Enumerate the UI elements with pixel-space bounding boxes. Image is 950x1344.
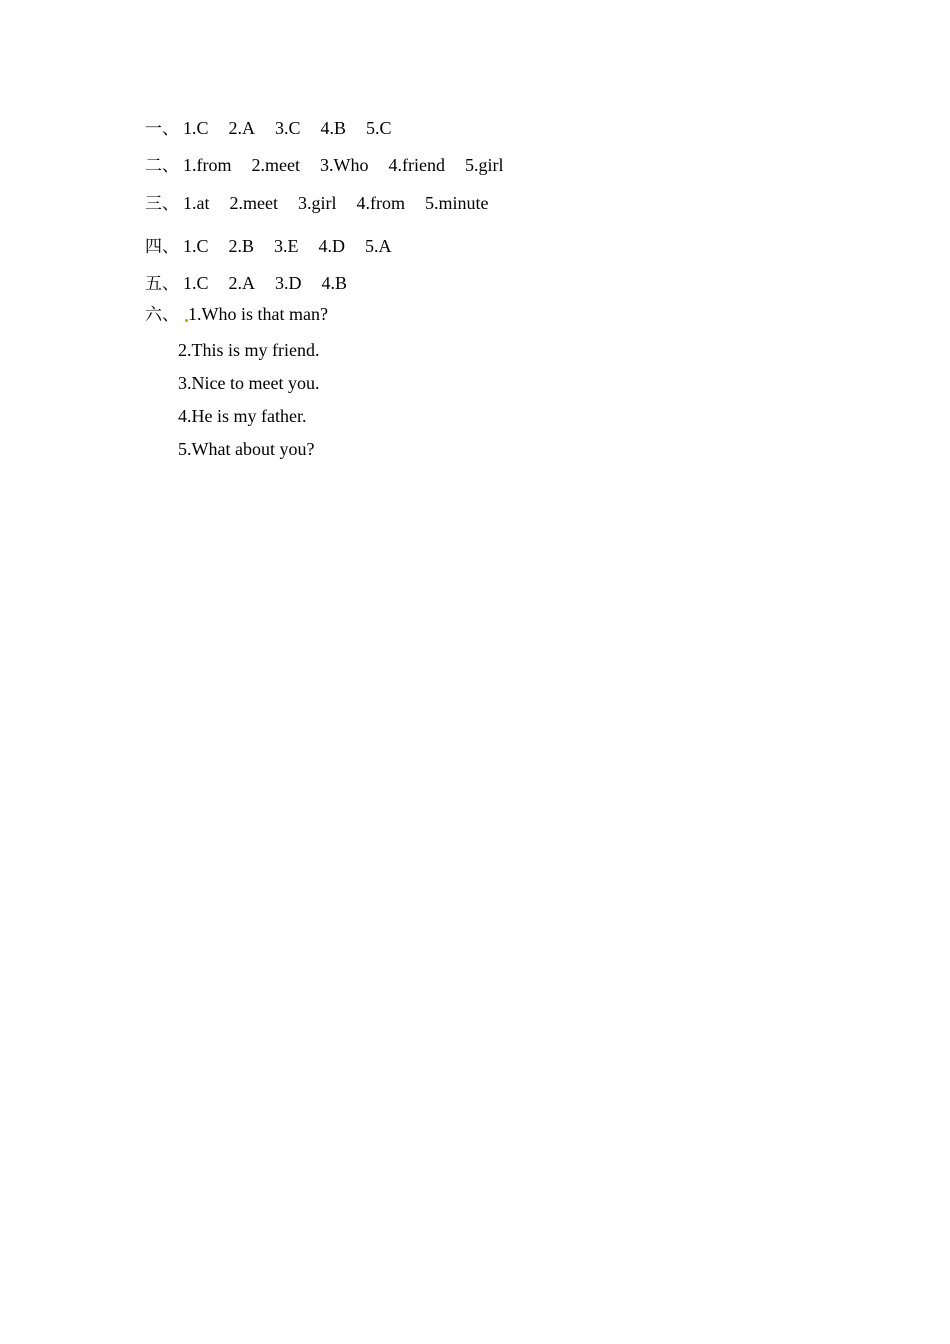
sentence-line — [178, 338, 320, 362]
sentence-line — [178, 437, 314, 461]
section-6 — [145, 302, 328, 326]
answer: 4.B — [321, 273, 348, 293]
section-1 — [145, 116, 412, 140]
section-3 — [145, 191, 508, 215]
answer: 1.C — [183, 273, 209, 293]
answer: 5.C — [366, 118, 392, 138]
sentence: 5.What about you? — [178, 439, 315, 459]
answer: 2.meet — [229, 193, 278, 213]
marker-dot-icon — [185, 319, 188, 322]
answer: 1.C — [183, 236, 209, 256]
answer: 3.D — [275, 273, 302, 293]
answer: 1.from — [183, 155, 232, 175]
answer: 1.C — [183, 118, 209, 138]
sentence: 1.Who is that man? — [188, 304, 328, 324]
answer: 5.A — [365, 236, 392, 256]
sentence: 4.He is my father. — [178, 406, 307, 426]
section-label: 六、 — [145, 305, 179, 325]
answer: 4.D — [318, 236, 346, 256]
sentence: 2.This is my friend. — [178, 340, 320, 360]
answer: 2.B — [228, 236, 255, 256]
sentence-line — [178, 371, 319, 395]
section-label: 二、 — [145, 156, 179, 176]
answer: 3.C — [275, 118, 301, 138]
answer: 3.girl — [297, 193, 337, 213]
answer: 2.A — [228, 118, 256, 138]
section-label: 四、 — [145, 237, 179, 257]
answer: 2.A — [228, 273, 256, 293]
answer: 5.girl — [464, 155, 504, 175]
section-2 — [145, 153, 523, 177]
answer: 5.minute — [424, 193, 489, 213]
answer: 2.meet — [251, 155, 300, 175]
answer: 3.Who — [319, 155, 369, 175]
answer: 1.at — [183, 193, 210, 213]
sentence: 3.Nice to meet you. — [178, 373, 320, 393]
section-label: 三、 — [145, 194, 179, 214]
answer: 4.from — [356, 193, 405, 213]
answer: 3.E — [274, 236, 299, 256]
section-label: 五、 — [145, 274, 179, 294]
answer: 4.B — [320, 118, 347, 138]
section-label: 一、 — [145, 119, 179, 139]
section-4 — [145, 234, 412, 258]
section-5 — [145, 271, 367, 295]
sentence-line — [178, 404, 306, 428]
answer: 4.friend — [388, 155, 445, 175]
